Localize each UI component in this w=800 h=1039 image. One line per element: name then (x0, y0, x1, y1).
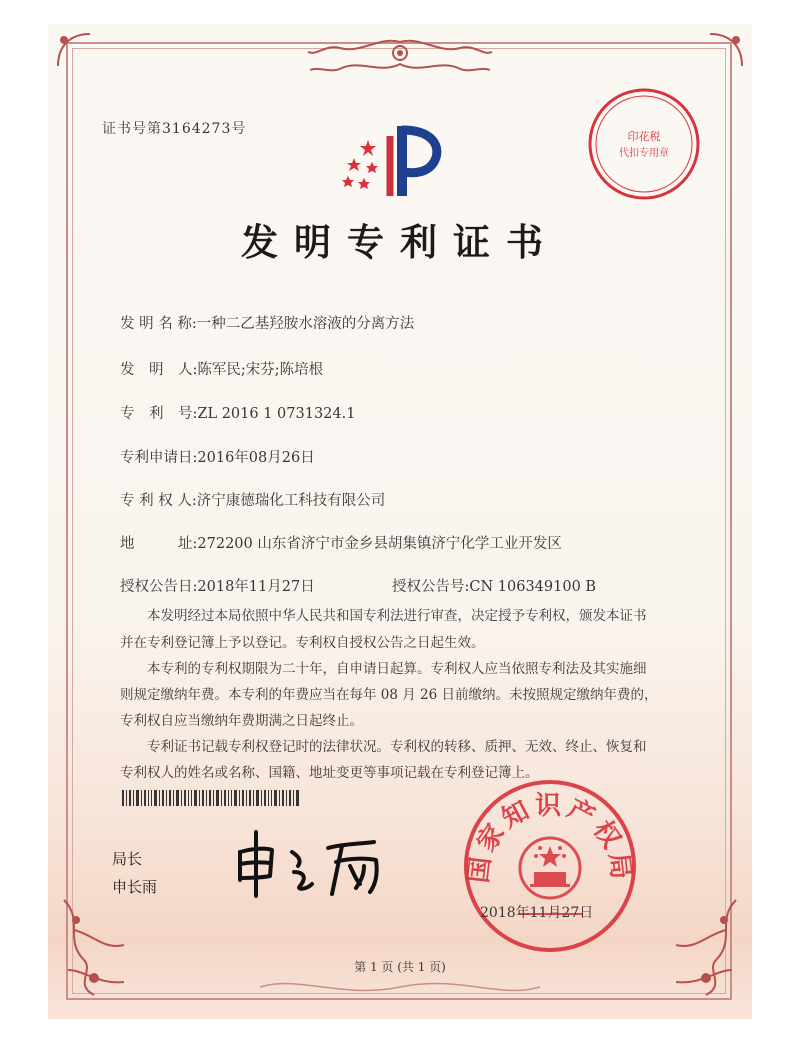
barcode-icon (122, 790, 300, 806)
svg-text:印花税: 印花税 (627, 130, 661, 143)
page-indicator: 第 1 页 (共 1 页) (354, 960, 446, 974)
bottom-ornament-icon (260, 975, 540, 999)
invention-name-row (120, 312, 414, 333)
certificate-number: 证书号第3164273号 (102, 121, 247, 137)
inventor-label: 发 明 人: (120, 362, 198, 378)
body-paragraph-3-line-1: 专利证书记载专利权登记时的法律状况。专利权的转移、质押、无效、终止、恢复和 (120, 739, 647, 755)
patent-number-value: ZL 2016 1 0731324.1 (197, 406, 356, 422)
bottom-right-corner-ornament-icon (666, 890, 746, 1000)
grant-number-value: CN 106349100 B (469, 579, 597, 595)
director-role: 局长 (112, 850, 143, 868)
filing-date-label: 专利申请日: (120, 450, 198, 466)
tax-stamp-seal-icon (584, 84, 704, 204)
top-ornament-icon (300, 34, 500, 80)
invention-name-value: 一种二乙基羟胺水溶液的分离方法 (196, 316, 415, 332)
body-paragraph-2-line-1: 本专利的专利权期限为二十年，自申请日起算。专利权人应当依照专利法及其实施细 (120, 661, 647, 677)
patentee-value: 济宁康德瑞化工科技有限公司 (196, 493, 386, 509)
body-paragraph-1-line-2: 并在专利登记簿上予以登记。专利权自授权公告之日起生效。 (120, 635, 485, 651)
invention-name-label: 发 明 名 称: (120, 316, 197, 332)
inventor-value: 陈军民;宋芬;陈培根 (197, 362, 324, 378)
director-name: 申长雨 (112, 878, 158, 896)
top-left-corner-ornament-icon (54, 30, 94, 70)
patent-number-row (120, 402, 355, 423)
official-seal-text: 国家知识产权局 (463, 791, 637, 885)
body-paragraph-2-line-3: 专利权自应当缴纳年费期满之日起终止。 (120, 713, 363, 729)
handwritten-signature-icon (232, 822, 402, 902)
bottom-left-corner-ornament-icon (54, 890, 134, 1000)
grant-date-row (120, 575, 315, 596)
grant-date-label: 授权公告日: (120, 579, 198, 595)
patent-number-label: 专 利 号: (120, 406, 198, 422)
address-row (120, 532, 562, 553)
filing-date-row (120, 446, 315, 467)
body-paragraph-3-line-2: 专利权人的姓名或名称、国籍、地址变更等事项记载在专利登记簿上。 (120, 765, 539, 781)
body-paragraph-2-line-2: 则规定缴纳年费。本专利的年费应当在每年 08 月 26 日前缴纳。未按照规定缴纳年费的， (120, 687, 658, 703)
patentee-label: 专 利 权 人: (120, 493, 197, 509)
inventor-row (120, 358, 323, 379)
address-value: 272200 山东省济宁市金乡县胡集镇济宁化学工业开发区 (197, 536, 562, 552)
filing-date-value: 2016年08月26日 (197, 450, 315, 466)
certificate-title: 发明专利证书 (241, 221, 559, 264)
patent-office-logo-icon (334, 122, 444, 202)
address-label: 地 址: (120, 536, 198, 552)
patentee-row (120, 489, 385, 510)
seal-date: 2018年11月27日 (480, 905, 594, 921)
grant-date-value: 2018年11月27日 (197, 579, 315, 595)
top-right-corner-ornament-icon (706, 30, 746, 70)
body-paragraph-1-line-1: 本发明经过本局依照中华人民共和国专利法进行审查，决定授予专利权，颁发本证书 (120, 608, 647, 624)
official-seal-icon (460, 776, 640, 956)
grant-number-label: 授权公告号: (392, 579, 470, 595)
grant-number-row (392, 575, 596, 596)
svg-text:代扣专用章: 代扣专用章 (619, 148, 669, 159)
